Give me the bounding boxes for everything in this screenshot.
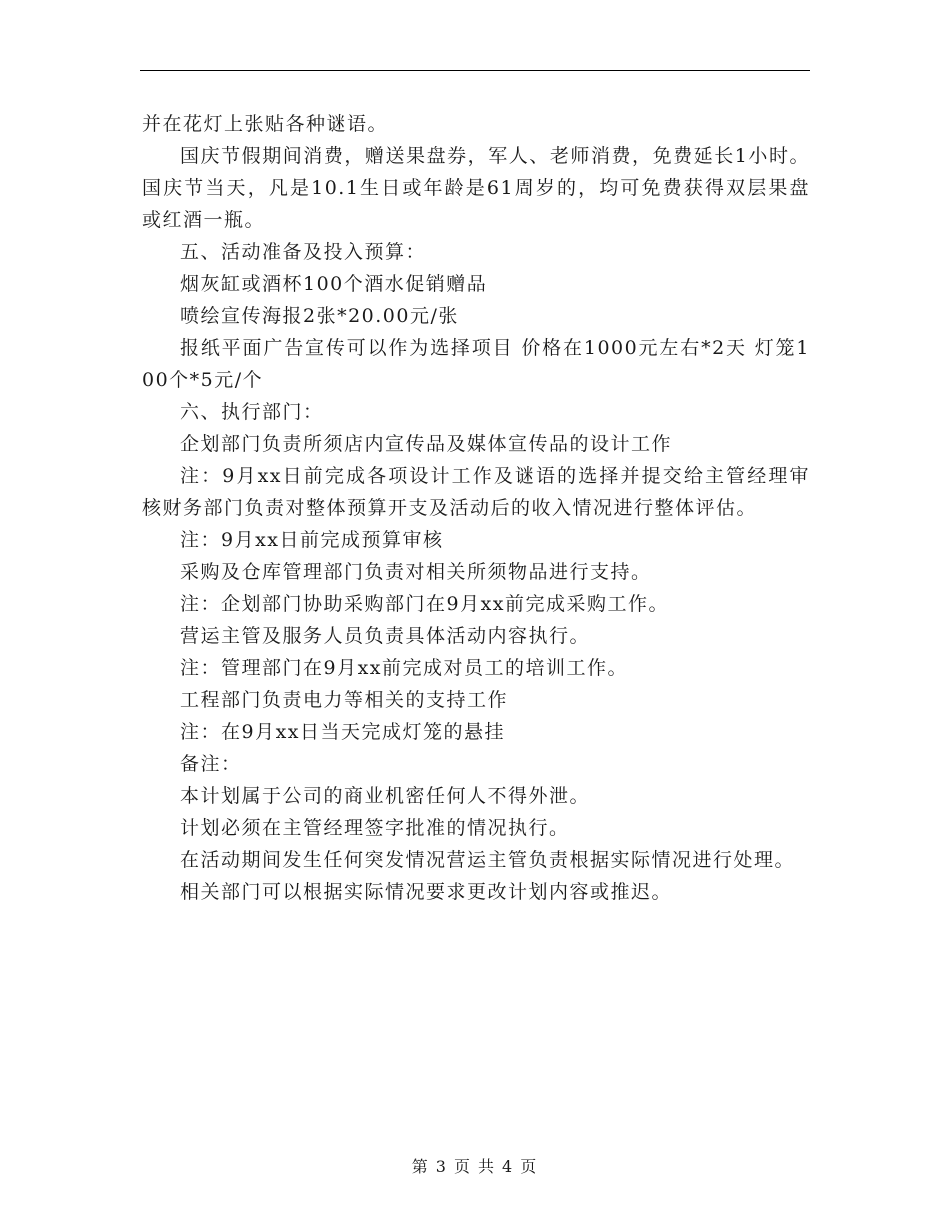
paragraph: 烟灰缸或酒杯100个酒水促销赠品 xyxy=(180,273,488,295)
paragraph: 企划部门负责所须店内宣传品及媒体宣传品的设计工作 xyxy=(180,433,673,455)
paragraph: 工程部门负责电力等相关的支持工作 xyxy=(180,689,509,711)
paragraph: 注：企划部门协助采购部门在9月xx前完成采购工作。 xyxy=(180,593,670,615)
footer-total-pages: 4 xyxy=(502,1157,515,1176)
paragraph: 注：管理部门在9月xx前完成对员工的培训工作。 xyxy=(180,657,629,679)
page-footer xyxy=(0,1154,950,1177)
paragraph: 注：在9月xx日当天完成灯笼的悬挂 xyxy=(180,721,506,743)
paragraph: 本计划属于公司的商业机密任何人不得外泄。 xyxy=(180,785,591,807)
paragraph: 国庆节假期间消费，赠送果盘券，军人、老师消费，免费延长1小时。 国庆节当天，凡是10.1生日或年龄是61周岁的，均可免费获得双层果盘或红酒一瓶。 xyxy=(142,145,810,231)
paragraph: 并在花灯上张贴各种谜语。 xyxy=(142,113,389,135)
footer-page-word: 页 xyxy=(453,1157,472,1176)
paragraph: 注：9月xx日前完成各项设计工作及谜语的选择并提交给主管经理审核财务部门负责对整体预算开支及活动后的收入情况进行整体评估。 xyxy=(142,465,810,519)
paragraph: 相关部门可以根据实际情况要求更改计划内容或推迟。 xyxy=(180,881,673,903)
footer-page-prefix: 第 xyxy=(411,1157,430,1176)
paragraph: 采购及仓库管理部门负责对相关所须物品进行支持。 xyxy=(180,561,652,583)
paragraph: 备注： xyxy=(180,753,242,775)
section-heading: 六、执行部门： xyxy=(180,401,324,423)
paragraph: 营运主管及服务人员负责具体活动内容执行。 xyxy=(180,625,591,647)
paragraph: 报纸平面广告宣传可以作为选择项目 价格在1000元左右*2天 灯笼100个*5元/个 xyxy=(142,337,810,391)
paragraph: 在活动期间发生任何突发情况营运主管负责根据实际情况进行处理。 xyxy=(180,849,796,871)
footer-total-word: 页 xyxy=(520,1157,539,1176)
section-heading: 五、活动准备及投入预算： xyxy=(180,241,427,263)
footer-total-prefix: 共 xyxy=(478,1157,497,1176)
document-body xyxy=(142,108,810,908)
footer-page-number: 3 xyxy=(435,1157,448,1176)
paragraph: 注：9月xx日前完成预算审核 xyxy=(180,529,444,551)
header-rule xyxy=(140,70,810,71)
paragraph: 喷绘宣传海报2张*20.00元/张 xyxy=(180,305,459,327)
paragraph: 计划必须在主管经理签字批准的情况执行。 xyxy=(180,817,570,839)
